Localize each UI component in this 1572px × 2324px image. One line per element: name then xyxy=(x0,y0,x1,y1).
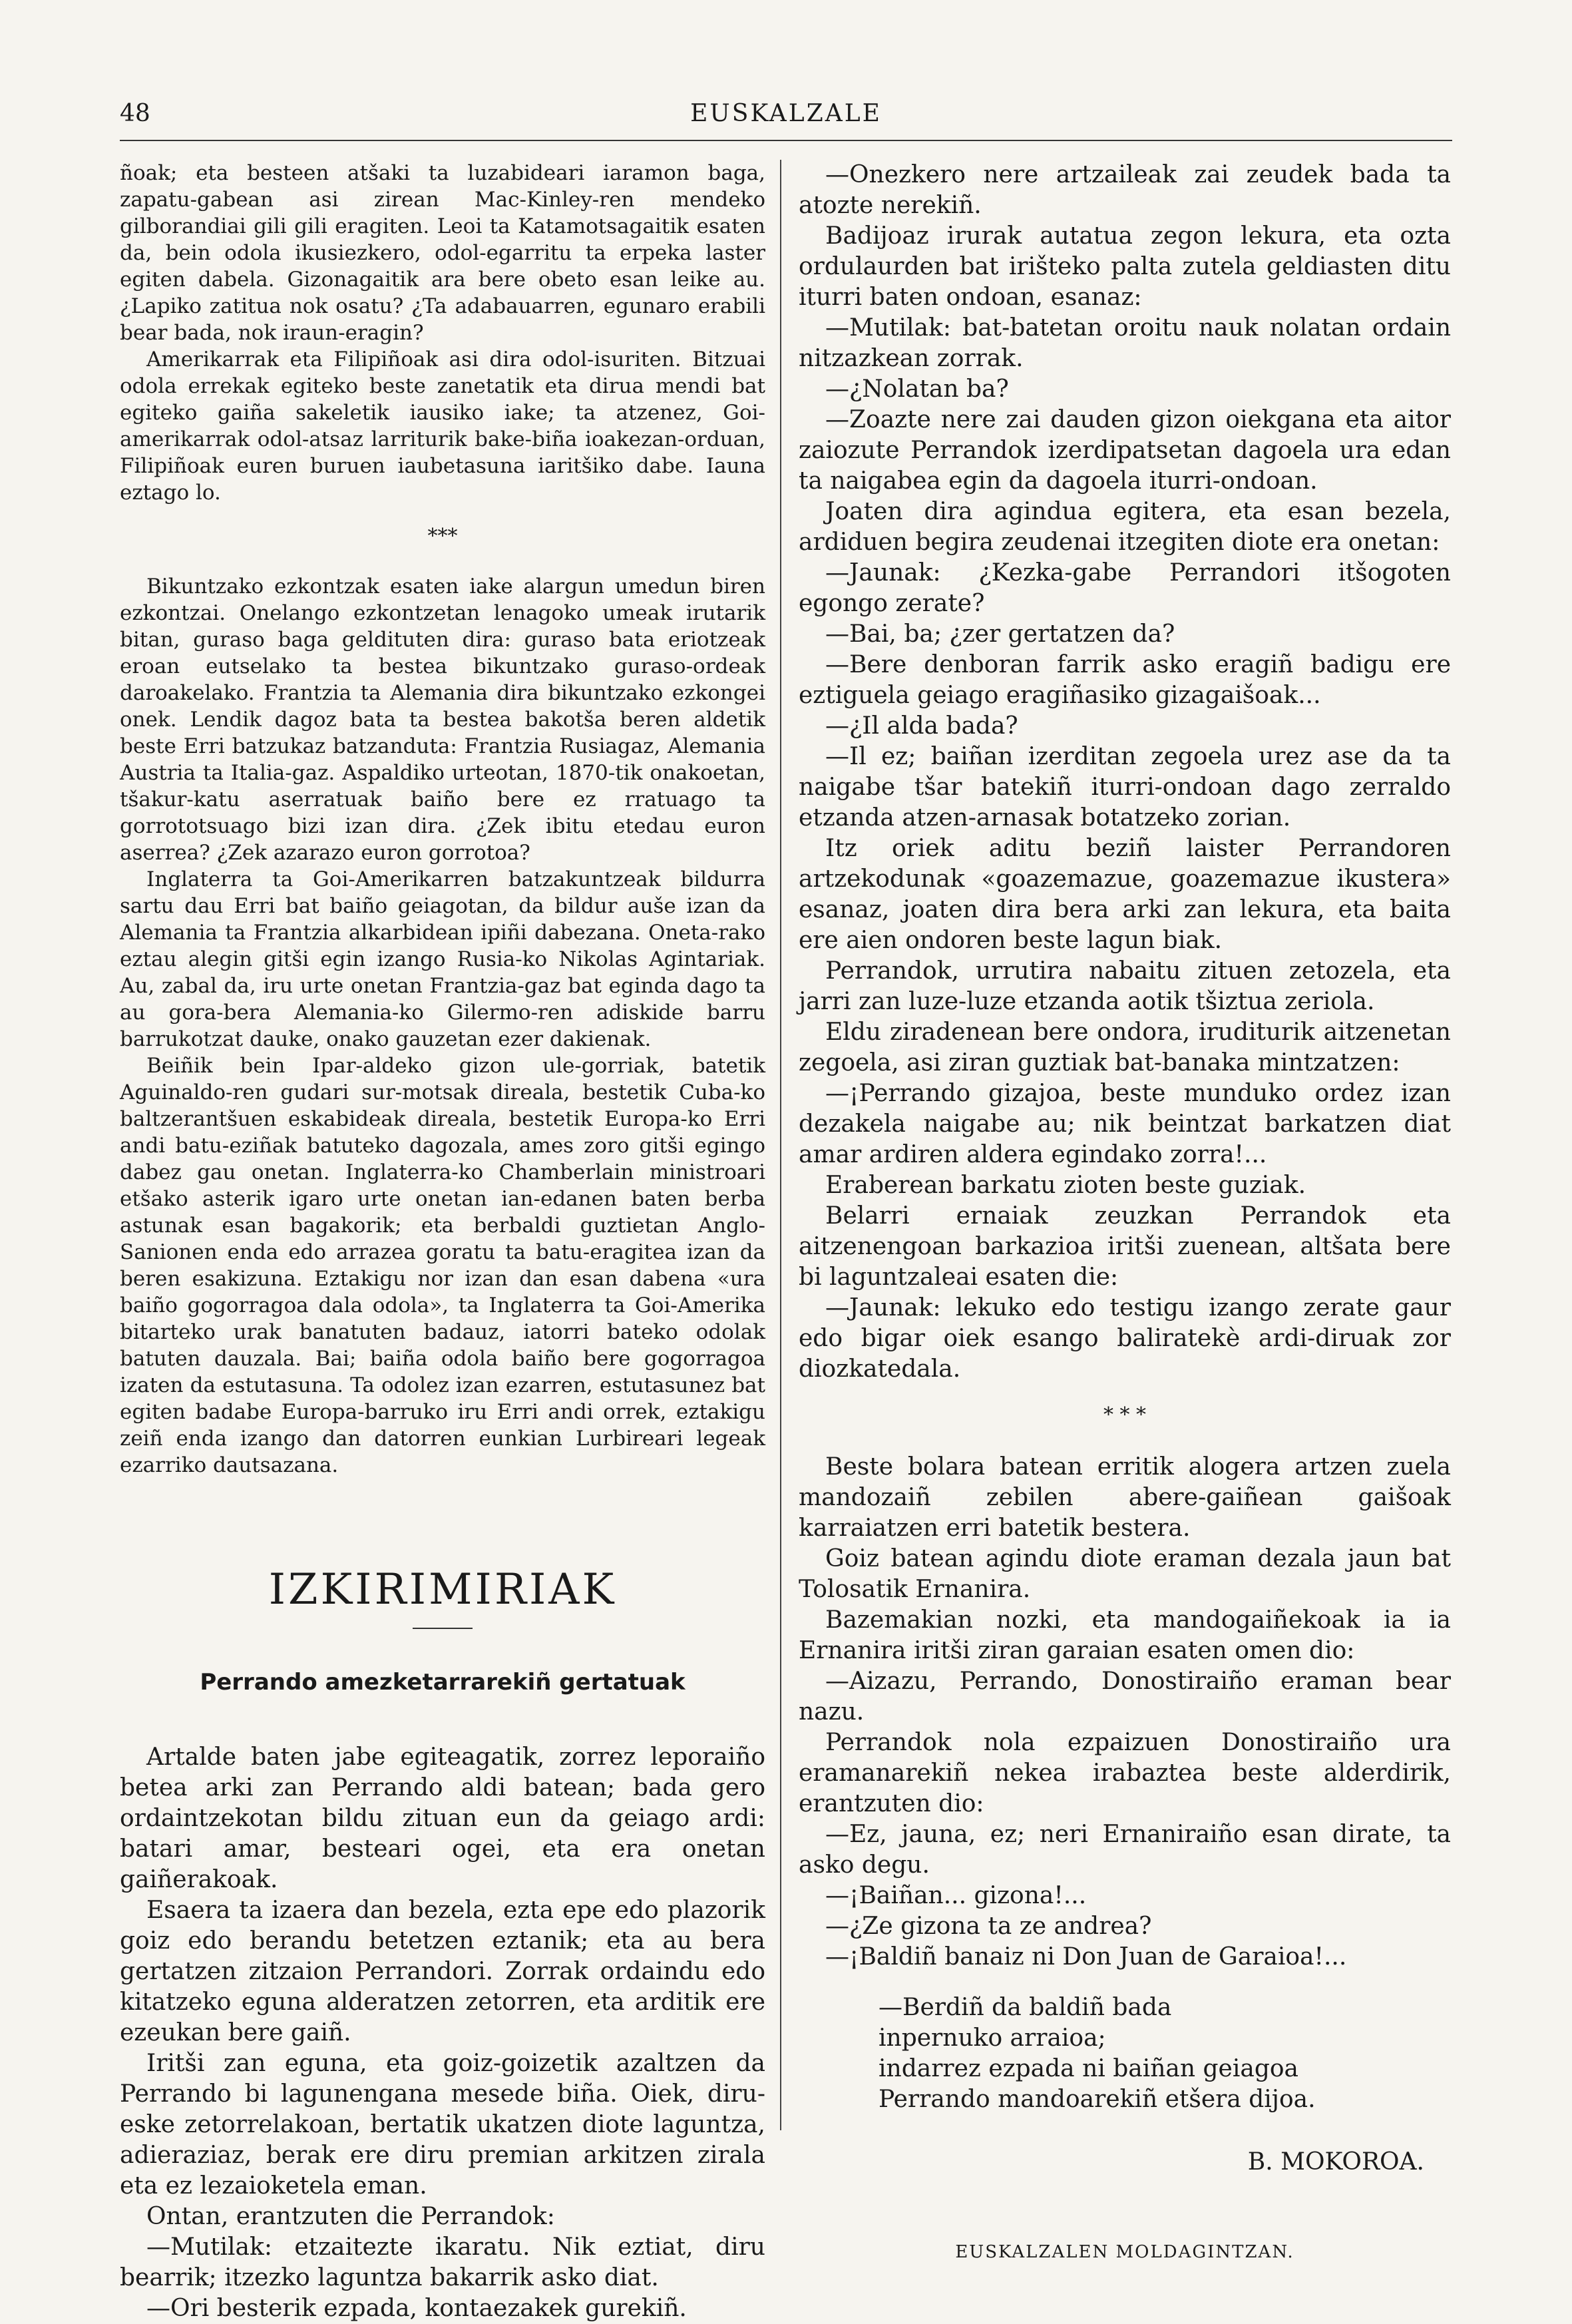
paragraph: —Bere denboran farrik asko eragiñ badigu ere eztiguela geiago eragiñasiko gizagaišoak... xyxy=(799,651,1451,709)
paragraph: —Ez, jauna, ez; neri Ernaniraiño esan dirate, ta asko degu. xyxy=(799,1821,1451,1879)
paragraph: Beiñik bein Ipar-aldeko gizon ule-gorriak, batetik Aguinaldo-ren gudari sur-motsak direala, bestetik Cuba-ko baltzerantšuen eskabideak direala, bestetik Europa-ko Erri andi batu-eziñak batuteko dagozala, ames zoro gitši egingo dabez gau onetan. Inglaterra-ko Chamberlain ministroari etšako asterik igaro urte onetan ian-edanen baten berba astunak esan bagakorik; eta berbaldi guztietan Anglo-Sanionen enda edo arrazea goratu ta batu-eragitea izan da beren esakizuna. Eztakigu nor izan dan esan dabena «ura baiño gogorragoa dala odola», ta Inglaterra ta Goi-Amerika bitarteko urak banatuten badauz, iatorri bateko odolak batuten dauzala. Bai; baiña odola baiño bere gogorragoa izaten da estutasuna. Ta odolez izan ezarren, estutasunez bat egiten badabe Europa-barruko iru Erri andi orrek, eztakigu zeiñ enda izango dan datorren eunkian Lurbireari legeak ezarriko dautsazana. xyxy=(120,1054,765,1477)
paragraph: —Jaunak: ¿Kezka-gabe Perrandori itšogoten egongo zerate? xyxy=(799,559,1451,617)
paragraph: Amerikarrak eta Filipiñoak asi dira odol-isuriten. Bitzuai odola errekak egiteko beste zanetatik eta dirua mendi bat egiteko gaiña sakeletik iausiko iake; ta atzenez, Goi-amerikarrak odol-atsaz larriturik bake-biña ioakezan-orduan, Filipiñoak euren buruen iaubetasuna iaritšiko dabe. Iauna eztago lo. xyxy=(120,348,765,505)
paragraph: Bikuntzako ezkontzak esaten iake alargun umedun biren ezkontzai. Onelango ezkontzetan lenagoko umeak irutarik bitan, guraso baga geldituten dira: guraso bata eriotzeak eroan eutselako ta bestea bikuntzako guraso-ordeak daroakelako. Frantzia ta Alemania dira bikuntzako ezkongei onek. Lendik dagoz bata ta bestea bakotša beren aldetik beste Erri batzukaz batzanduta: Frantzia Rusiagaz, Alemania Austria ta Italia-gaz. Aspaldiko urteotan, 1870-tik onakoetan, tšakur-katu aserratuak baiño bere ez rratuago ta gorrototsuago bizi izan dira. ¿Zek ibitu etedau euron aserrea? ¿Zek azarazo euron gorrotoa? xyxy=(120,575,765,865)
paragraph: Esaera ta izaera dan bezela, ezta epe edo plazorik goiz edo berandu betetzen eztanik; eta au bera gertatzen zitzaion Perrandori. Zorrak ordaindu edo kitatzeko eguna alderatzen zetorren, eta arditik ere ezeukan bere gaiñ. xyxy=(120,1897,765,2046)
paragraph: Eraberean barkatu zioten beste guziak. xyxy=(825,1172,1306,1199)
paragraph: —¿Nolatan ba? xyxy=(825,375,1009,403)
verse-line: indarrez ezpada ni baiñan geiagoa xyxy=(879,2055,1299,2082)
paragraph: Perrandok nola ezpaizuen Donostiraiño ura eramanarekiñ nekea irabaztea beste alderdirik, erantzuten dio: xyxy=(799,1729,1451,1817)
paragraph: Eldu ziradenean bere ondora, iruditurik aitzenetan zegoela, asi ziran guztiak bat-banaka mintzatzen: xyxy=(799,1019,1451,1076)
paragraph: Perrandok, urrutira nabaitu zituen zetozela, eta jarri zan luze-luze etzanda aotik tšiztua zeriola. xyxy=(799,957,1451,1015)
running-head: EUSKALZALE xyxy=(690,100,882,127)
paragraph: —¿Ze gizona ta ze andrea? xyxy=(825,1913,1152,1940)
author-signature: B. MOKOROA. xyxy=(1247,2148,1424,2176)
paragraph: —Mutilak: bat-batetan oroitu nauk nolatan ordain nitzazkean zorrak. xyxy=(799,314,1451,372)
paragraph: Itz oriek aditu beziñ laister Perrandoren artzekodunak «goazemazue, goazemazue ikustera» esanaz, joaten dira bera arki zan lekura, eta baita ere aien ondoren beste lagun biak. xyxy=(799,835,1451,954)
paragraph: Joaten dira agindua egitera, eta esan bezela, ardiduen begira zeudenai itzegiten diote era onetan: xyxy=(799,498,1451,556)
right-column xyxy=(799,160,1451,2262)
verse-line: inpernuko arraioa; xyxy=(879,2024,1106,2052)
paragraph: —Ori besterik ezpada, kontaezakek gurekiñ. xyxy=(146,2295,687,2322)
paragraph: —Il ez; baiñan izerditan zegoela urez ase da ta naigabe tšar batekiñ iturri-ondoan dago zerraldo etzanda atzen-arnasak botatzeko zorian. xyxy=(799,743,1451,831)
paragraph: Ontan, erantzuten die Perrandok: xyxy=(146,2203,555,2230)
paragraph: Inglaterra ta Goi-Amerikarren batzakuntzeak bildurra sartu dau Erri bat baiño geiagotan, da bildur auše izan da Alemania ta Frantzia alkarbidean ipiñi dabezana. Oneta-rako eztau alegin gitši egin izango Rusia-ko Nikolas Agintariak. Au, zabal da, iru urte onetan Frantzia-gaz bat eginda dago ta au gora-bera Alemania-ko Gilermo-ren adiskide barru barrukotzat dauke, onako gauzetan ezer dakienak. xyxy=(120,867,765,1051)
page-number: 48 xyxy=(120,100,150,127)
section-title: IZKIRIMIRIAK xyxy=(268,1565,617,1614)
paragraph: Beste bolara batean erritik alogera artzen zuela mandozaiñ zebilen abere-gaiñean gaišoak karraiatzen erri batetik bestera. xyxy=(799,1453,1451,1542)
paragraph: —Aizazu, Perrando, Donostiraiño eraman bear nazu. xyxy=(799,1668,1451,1726)
paragraph: Badijoaz irurak autatua zegon lekura, eta ozta ordulaurden bat irišteko palta zutela geldiasten ditu iturri baten ondoan, esanaz: xyxy=(799,222,1451,311)
paragraph: —¡Perrando gizajoa, beste munduko ordez izan dezakela naigabe au; nik beintzat barkatzen diat amar ardiren aldera egindako zorra!... xyxy=(799,1080,1451,1168)
article-subtitle: Perrando amezketarrarekiñ gertatuak xyxy=(200,1669,686,1696)
paragraph: —¡Baiñan... gizona!... xyxy=(825,1882,1087,1909)
paragraph: Belarri ernaiak zeuzkan Perrandok eta aitzenengoan barkazioa iritši zuenean, altšata bere bi laguntzaleai esaten die: xyxy=(799,1202,1451,1291)
title-rule xyxy=(413,1628,473,1629)
paragraph: —Bai, ba; ¿zer gertatzen da? xyxy=(825,620,1175,648)
paragraph: —Onezkero nere artzaileak zai zeudek bada ta atozte nerekiñ. xyxy=(799,161,1451,219)
page-header xyxy=(120,100,1452,141)
left-column xyxy=(120,160,765,2324)
paragraph: ñoak; eta besteen atšaki ta luzabideari iaramon baga, zapatu-gabean asi zirean Mac-Kinley-ren mendeko gilborandiai gili gili eragiten. Leoi ta Katamotsagaitik esaten da, bein odola ikusiezkero, odol-egarritu ta erpeka laster egiten dabela. Gizonagaitik ara bere obeto esan leike au. ¿Lapiko zatitua nok osatu? ¿Ta adabauarren, egunaro erabili bear bada, nok iraun-eragin? xyxy=(120,161,765,345)
paragraph: —Zoazte nere zai dauden gizon oiekgana eta aitor zaiozute Perrandok izerdipatsetan dagoela ura edan ta naigabea egin da dagoela iturri-ondoan. xyxy=(799,406,1451,495)
paragraph: —¿Il alda bada? xyxy=(825,712,1018,740)
paragraph: Goiz batean agindu diote eraman dezala jaun bat Tolosatik Ernanira. xyxy=(799,1545,1451,1603)
paragraph: —Mutilak: etzaitezte ikaratu. Nik eztiat, diru bearrik; itzezko laguntza bakarrik asko diat. xyxy=(120,2233,765,2291)
verse-stanza xyxy=(879,1992,1451,2115)
verse-line: —Berdiñ da baldiñ bada xyxy=(879,1994,1172,2021)
paragraph: Bazemakian nozki, eta mandogaiñekoak ia ia Ernanira iritši ziran garaian esaten omen dio: xyxy=(799,1606,1451,1664)
column-divider xyxy=(780,160,781,2130)
publisher-line: EUSKALZALEN MOLDAGINTZAN. xyxy=(955,2242,1294,2262)
section-separator: * * * xyxy=(1103,1403,1147,1427)
paragraph: —Jaunak: lekuko edo testigu izango zerate gaur edo bigar oiek esango baliratekè ardi-diruak zor diozkatedala. xyxy=(799,1294,1451,1383)
paragraph: —¡Baldiñ banaiz ni Don Juan de Garaioa!... xyxy=(825,1943,1347,1971)
paragraph: Iritši zan eguna, eta goiz-goizetik azaltzen da Perrando bi lagunengana mesede biña. Oiek, diru-eske zetorrelakoan, bertatik ukatzen diote laguntza, adieraziaz, berak ere diru premian arkitzen zirala eta ez lezaioketela eman. xyxy=(120,2050,765,2200)
paragraph: Artalde baten jabe egiteagatik, zorrez leporaiño betea arki zan Perrando aldi batean; bada gero ordaintzekotan bildu zituan eun da geiago ardi: batari amar, besteari ogei, eta era onetan gaiñerakoak. xyxy=(120,1743,765,1893)
section-separator: *** xyxy=(427,525,458,548)
verse-line: Perrando mandoarekiñ etšera dijoa. xyxy=(879,2086,1316,2113)
